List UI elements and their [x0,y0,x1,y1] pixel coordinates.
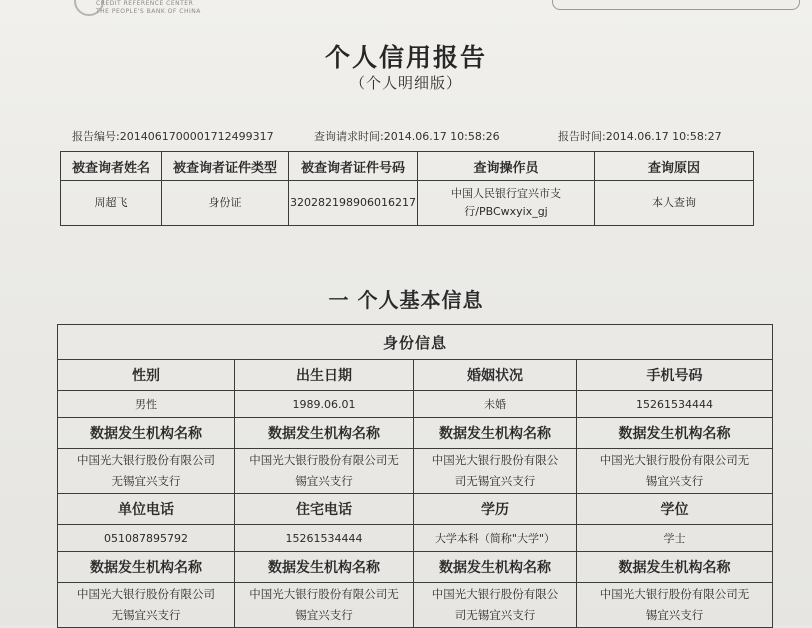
table-cell: 学士 [577,525,773,552]
operator-line-1: 中国人民银行宜兴市支 [451,187,561,200]
table-cell: 本人查询 [595,181,754,226]
report-time: 报告时间:2014.06.17 10:58:27 [558,130,722,143]
table-cell: 15261534444 [577,391,773,418]
org-line-2: 锡宜兴支行 [295,608,353,622]
query-request-time: 查询请求时间:2014.06.17 10:58:26 [314,130,500,143]
table-header-row [58,552,773,583]
org-line-1: 中国光大银行股份有限公 [431,453,559,467]
stamp-frame [552,0,800,10]
org-line-2: 无锡宜兴支行 [111,608,181,622]
table-header-cell: 学位 [577,494,773,525]
identity-table [57,324,773,628]
table-header-cell: 学历 [414,494,577,525]
table-header-row [58,418,773,449]
logo-caption [96,0,201,16]
table-cell: 周超飞 [61,181,162,226]
org-line-1: 中国光大银行股份有限公司无 [599,587,750,601]
table-cell [235,583,414,628]
table-cell [414,583,577,628]
table-cell [235,449,414,494]
org-line-1: 中国光大银行股份有限公司无 [249,453,399,467]
table-header-cell: 被查询者姓名 [61,152,162,181]
table-header-cell: 婚姻状况 [414,360,577,391]
org-line-2: 锡宜兴支行 [295,474,353,488]
org-line-1: 中国光大银行股份有限公 [431,587,559,601]
org-line-1: 中国光大银行股份有限公司 [77,587,215,601]
table-row [58,449,773,494]
table-header-cell: 被查询者证件类型 [162,152,289,181]
table-header-cell: 手机号码 [577,360,773,391]
table-header-cell: 查询操作员 [418,152,595,181]
operator-line-2: 行/PBCwxyix_gj [464,205,548,218]
table-cell: 1989.06.01 [235,391,414,418]
report-number: 报告编号:20140617000017124993​17 [72,130,274,143]
org-line-1: 中国光大银行股份有限公司 [77,453,215,467]
table-cell [414,449,577,494]
section-title: 一 个人基本信息 [328,288,484,312]
table-caption: 身份信息 [58,325,773,360]
org-line-2: 司无锡宜兴支行 [454,474,536,488]
table-header-cell: 数据发生机构名称 [577,552,773,583]
table-header-cell: 数据发生机构名称 [414,552,577,583]
table-header-row [58,494,773,525]
table-header-cell: 数据发生机构名称 [414,418,577,449]
table-cell [577,449,773,494]
org-line-1: 中国光大银行股份有限公司无 [249,587,399,601]
table-caption-row [58,325,773,360]
org-line-2: 锡宜兴支行 [645,608,704,622]
table-row [61,181,754,226]
table-header-cell: 住宅电话 [235,494,414,525]
org-line-1: 中国光大银行股份有限公司无 [599,453,750,467]
table-cell: 051087895792 [58,525,235,552]
table-header-cell: 被查询者证件号码 [289,152,418,181]
table-header-cell: 数据发生机构名称 [235,418,414,449]
org-line-2: 无锡宜兴支行 [111,474,181,488]
table-row [58,583,773,628]
table-cell [58,583,235,628]
table-row [58,525,773,552]
table-header-cell: 出生日期 [235,360,414,391]
table-header-row [61,152,754,181]
table-cell: 未婚 [414,391,577,418]
table-header-cell: 数据发生机构名称 [58,418,235,449]
page-subtitle: （个人明细版） [349,74,462,92]
org-line-2: 锡宜兴支行 [645,474,704,488]
table-header-cell: 性别 [58,360,235,391]
logo-line-2: THE PEOPLE'S BANK OF CHINA [96,8,201,15]
table-cell: 身份证 [162,181,289,226]
table-header-cell: 数据发生机构名称 [58,552,235,583]
table-header-cell: 单位电话 [58,494,235,525]
table-header-row [58,360,773,391]
table-header-cell: 数据发生机构名称 [235,552,414,583]
table-cell [577,583,773,628]
table-cell: 大学本科（简称"大学"） [414,525,577,552]
org-line-2: 司无锡宜兴支行 [454,608,536,622]
table-cell [58,449,235,494]
table-header-cell: 查询原因 [595,152,754,181]
logo-line-1: CREDIT REFERENCE CENTER [96,0,194,7]
page-title: 个人信用报告 [324,43,487,72]
query-table [60,151,754,226]
table-cell: 男性 [58,391,235,418]
table-header-cell: 数据发生机构名称 [577,418,773,449]
table-row [58,391,773,418]
table-cell: 320282198906016217 [289,181,418,226]
table-cell [418,181,595,226]
table-cell: 15261534444 [235,525,414,552]
